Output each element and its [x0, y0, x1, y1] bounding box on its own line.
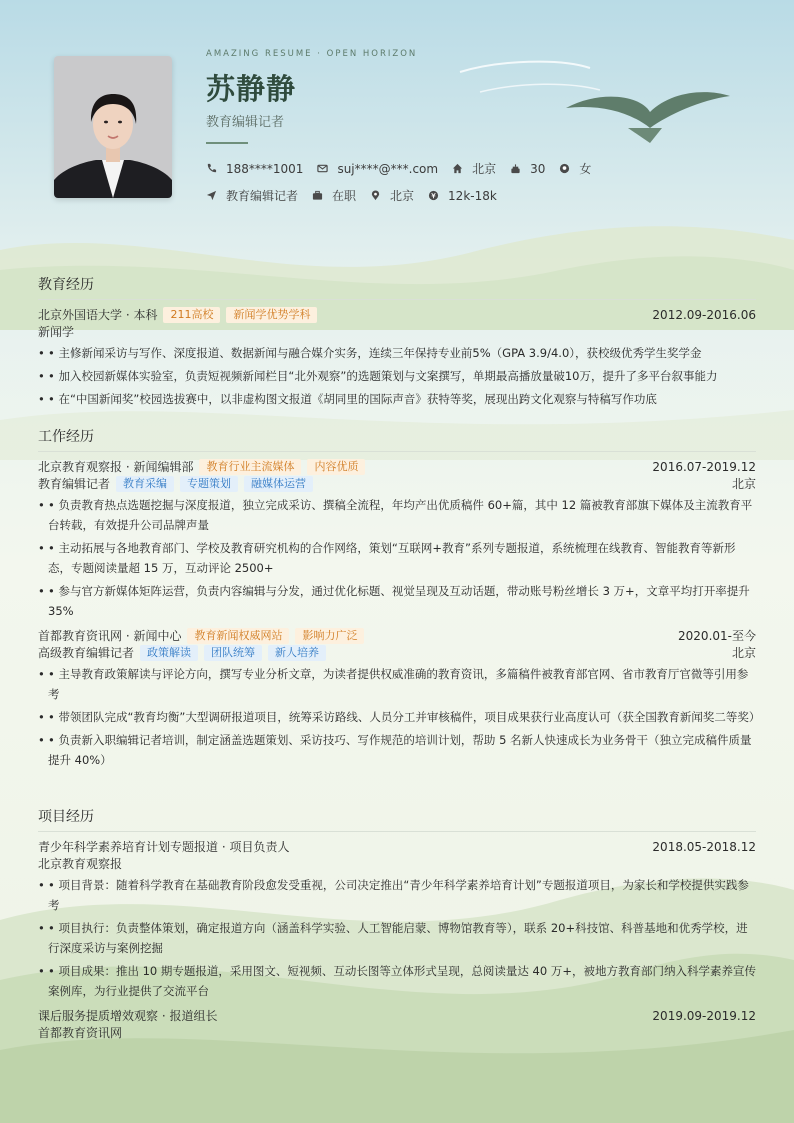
list-item: • • 项目背景：随着科学教育在基础教育阶段愈发受重视，公司决定推出“青少年科学素养培育计划”专题报道项目，为家长和学校提供实践参考: [38, 875, 756, 915]
position-item: 教育编辑记者: [206, 187, 298, 204]
list-item: • • 主动拓展与各地教育部门、学校及教育研究机构的合作网络，策划“互联网+教育”系列专题报道，系统梳理在线教育、智能教育等新形态，专题阅读量超 15 万，互动评论 2500+: [38, 538, 756, 578]
location-icon: [370, 190, 381, 201]
phone-item: 188****1001: [206, 162, 303, 176]
tag: 新闻学优势学科: [226, 307, 317, 323]
section-title: 项目经历: [38, 806, 756, 832]
list-item: • • 主导教育政策解读与评论方向，撰写专业分析文章，为读者提供权威准确的教育资讯，多篇稿件被教育部官网、省市教育厅官微等引用参考: [38, 664, 756, 704]
tag: 教育行业主流媒体: [199, 459, 301, 475]
tagline: AMAZING RESUME · OPEN HORIZON: [206, 49, 418, 59]
list-item: • • 负责教育热点选题挖掘与深度报道，独立完成采访、撰稿全流程，年均产出优质稿件 60+篇，其中 12 篇被教育部旗下媒体及主流教育平台转载，有效提升公司品牌声量: [38, 495, 756, 535]
tag: 专题策划: [180, 476, 238, 492]
date-range: 2016.07-2019.12: [652, 459, 756, 474]
bullet-list: [38, 343, 756, 409]
tag: 教育新闻权威网站: [187, 628, 289, 644]
education-section: [38, 274, 756, 415]
section-title: 工作经历: [38, 426, 756, 452]
section-title: 教育经历: [38, 274, 756, 300]
job-role: 高级教育编辑记者: [38, 646, 135, 660]
tag: 211高校: [163, 307, 220, 323]
age-item: 30: [510, 162, 545, 176]
tag: 影响力广泛: [295, 628, 364, 644]
project-org: 首都教育资讯网: [38, 1026, 123, 1040]
avatar: [54, 56, 172, 198]
project-entry: [38, 1007, 756, 1041]
email-item: suj****@***.com: [317, 162, 438, 176]
list-item: • • 带领团队完成“教育均衡”大型调研报道项目，统筹采访路线、人员分工并审核稿件，项目成果获行业高度认可（获全国教育新闻奖二等奖）: [38, 707, 756, 727]
tag: 教育采编: [116, 476, 174, 492]
tag: 团队统筹: [204, 645, 262, 661]
tag: 新人培养: [268, 645, 326, 661]
work-entry: [38, 458, 756, 621]
company-name: 首都教育资讯网 · 新闻中心: [38, 629, 182, 643]
title-divider: [206, 142, 248, 144]
project-org: 北京教育观察报: [38, 857, 123, 871]
bullet-list: [38, 495, 756, 621]
date-range: 2020.01-至今: [678, 629, 756, 643]
project-entry: [38, 838, 756, 1001]
projects-section: [38, 806, 756, 1047]
tag: 融媒体运营: [244, 476, 313, 492]
project-name: 青少年科学素养培育计划专题报道 · 项目负责人: [38, 840, 290, 854]
tag: 内容优质: [307, 459, 365, 475]
list-item: • • 在“中国新闻奖”校园选拔赛中，以非虚构图文报道《胡同里的国际声音》获特等奖，展现出跨文化观察与特稿写作功底: [38, 389, 756, 409]
home-icon: [452, 163, 463, 174]
hometown-item: 北京: [452, 160, 496, 177]
list-item: • • 主修新闻采访与写作、深度报道、数据新闻与融合媒介实务，连续三年保持专业前5%（GPA 3.9/4.0），获校级优秀学生奖学金: [38, 343, 756, 363]
candidate-name: 苏静静: [206, 72, 297, 106]
mail-icon: [317, 163, 328, 174]
bullet-list: [38, 664, 761, 770]
send-icon: [206, 190, 217, 201]
candidate-title: 教育编辑记者: [206, 115, 285, 130]
company-name: 北京教育观察报 · 新闻编辑部: [38, 460, 194, 474]
cake-icon: [510, 163, 521, 174]
list-item: • • 项目执行：负责整体策划，确定报道方向（涵盖科学实验、人工智能启蒙、博物馆教育等），联系 20+科技馆、科普基地和优秀学校，进行深度采访与案例挖掘: [38, 918, 756, 958]
job-intent-row: [206, 187, 511, 204]
job-role: 教育编辑记者: [38, 477, 111, 491]
list-item: • • 负责新入职编辑记者培训，制定涵盖选题策划、采访技巧、写作规范的培训计划，帮助 5 名新人快速成长为业务骨干（独立完成稿件质量提升 40%）: [38, 730, 756, 770]
list-item: • • 参与官方新媒体矩阵运营，负责内容编辑与分发，通过优化标题、视觉呈现及互动话题，带动账号粉丝增长 3 万+，文章平均打开率提升 35%: [38, 581, 756, 621]
briefcase-icon: [312, 190, 323, 201]
bullet-list: [38, 875, 756, 1001]
date-range: 2019.09-2019.12: [652, 1008, 756, 1023]
date-range: 2018.05-2018.12: [652, 839, 756, 854]
tag: 政策解读: [140, 645, 198, 661]
salary-item: 12k-18k: [428, 189, 497, 203]
phone-icon: [206, 163, 217, 174]
date-range: 2012.09-2016.06: [652, 307, 756, 322]
list-item: • • 项目成果：推出 10 期专题报道，采用图文、短视频、互动长图等立体形式呈现，总阅读量达 40 万+，被地方教育部门纳入科学素养宣传案例库，为行业提供了交流平台: [38, 961, 756, 1001]
education-entry: [38, 306, 756, 409]
school-name: 北京外国语大学 · 本科: [38, 308, 158, 322]
major: 新闻学: [38, 325, 75, 339]
gender-item: 女: [559, 160, 591, 177]
work-entry: [38, 627, 761, 770]
job-location: 北京: [731, 477, 756, 491]
work-section: [38, 426, 761, 776]
list-item: • • 加入校园新媒体实验室，负责短视频新闻栏目“北外观察”的选题策划与文案撰写，单期最高播放量破10万，提升了多平台叙事能力: [38, 366, 756, 386]
money-icon: [428, 190, 439, 201]
contact-row: [206, 160, 605, 177]
job-location: 北京: [731, 646, 756, 660]
status-item: 在职: [312, 187, 356, 204]
city-item: 北京: [370, 187, 414, 204]
gender-icon: [559, 163, 570, 174]
project-name: 课后服务提质增效观察 · 报道组长: [38, 1009, 218, 1023]
